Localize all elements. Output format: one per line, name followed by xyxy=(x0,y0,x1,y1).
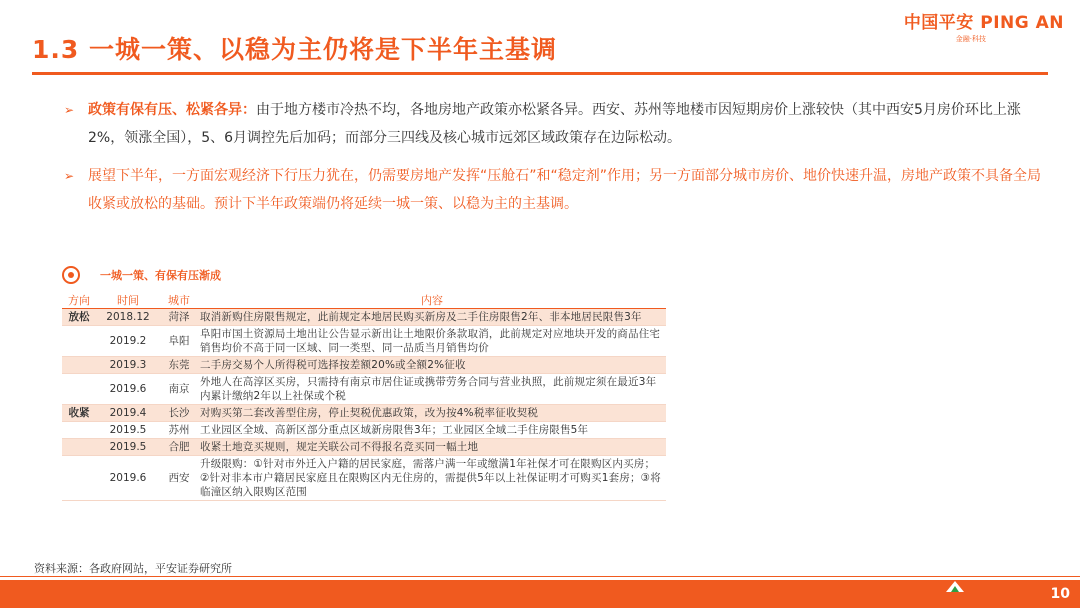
cell-direction xyxy=(62,456,96,501)
cell-time: 2019.3 xyxy=(96,357,160,374)
cell-content: 对购买第二套改善型住房，停止契税优惠政策，改为按4%税率征收契税 xyxy=(198,405,666,422)
cell-direction xyxy=(62,439,96,456)
cell-direction xyxy=(62,357,96,374)
cell-city: 西安 xyxy=(160,456,198,501)
cell-time: 2019.5 xyxy=(96,422,160,439)
cell-time: 2018.12 xyxy=(96,309,160,326)
cell-city: 阜阳 xyxy=(160,326,198,357)
logo-text: 中国平安 PING AN xyxy=(903,13,1064,33)
target-circle-icon xyxy=(62,266,80,284)
header-city: 城市 xyxy=(160,292,198,309)
slide-title: 1.3 一城一策、以稳为主仍将是下半年主基调 xyxy=(32,35,557,64)
bullet-emphasis: 政策有保有压、松紧各异： xyxy=(88,102,256,118)
data-source-note: 资料来源：各政府网站，平安证券研究所 xyxy=(34,562,232,575)
table-caption-text: 一城一策、有保有压渐成 xyxy=(100,268,221,282)
cell-content: 取消新购住房限售规定，此前规定本地居民购买新房及二手住房限售2年、非本地居民限售3年 xyxy=(198,309,666,326)
header-divider xyxy=(32,72,1048,75)
table-row xyxy=(62,439,666,456)
table-row xyxy=(62,405,666,422)
cell-content: 工业园区全域、高新区部分重点区域新房限售3年；工业园区全域二手住房限售5年 xyxy=(198,422,666,439)
slide-header xyxy=(0,0,1080,78)
cell-direction: 放松 xyxy=(62,309,96,326)
cell-direction: 收紧 xyxy=(62,405,96,422)
policy-table xyxy=(62,292,666,501)
page-number: 10 xyxy=(1050,586,1070,602)
bullet-item xyxy=(64,162,1044,218)
table-row xyxy=(62,422,666,439)
cell-city: 苏州 xyxy=(160,422,198,439)
table-row xyxy=(62,456,666,501)
table-row xyxy=(62,374,666,405)
cell-time: 2019.4 xyxy=(96,405,160,422)
cell-content: 二手房交易个人所得税可选择按差额20%或全额2%征收 xyxy=(198,357,666,374)
table-row xyxy=(62,309,666,326)
cell-city: 合肥 xyxy=(160,439,198,456)
cell-content: 外地人在高淳区买房，只需持有南京市居住证或携带劳务合同与营业执照，此前规定须在最近3年内累计缴纳2年以上社保或个税 xyxy=(198,374,666,405)
bullet-text: 展望下半年，一方面宏观经济下行压力犹在，仍需要房地产发挥“压舱石”和“稳定剂”作用；另一方面部分城市房价、地价快速升温，房地产政策不具备全局收紧或放松的基础。预计下半年政策端仍将延续一城一策、以稳为主的主基调。 xyxy=(88,168,1042,212)
cell-city: 菏泽 xyxy=(160,309,198,326)
header-time: 时间 xyxy=(96,292,160,309)
logo-tagline: 金融·科技 xyxy=(955,35,986,43)
table-row xyxy=(62,326,666,357)
arrow-bullet-icon: ➢ xyxy=(64,169,75,183)
ping-an-logo xyxy=(884,8,1064,44)
cell-content: 收紧土地竞买规则，规定关联公司不得报名竞买同一幅土地 xyxy=(198,439,666,456)
table-row xyxy=(62,357,666,374)
cell-time: 2019.6 xyxy=(96,456,160,501)
cell-direction xyxy=(62,326,96,357)
slide-footer xyxy=(0,580,1080,608)
cell-time: 2019.5 xyxy=(96,439,160,456)
cell-direction xyxy=(62,374,96,405)
arrow-bullet-icon: ➢ xyxy=(64,103,75,117)
cell-content: 阜阳市国土资源局土地出让公告显示新出让土地限价条款取消，此前规定对应地块开发的商品住宅销售均价不高于同一区域、同一类型、同一品质当月销售均价 xyxy=(198,326,666,357)
header-direction: 方向 xyxy=(62,292,96,309)
header-content: 内容 xyxy=(198,292,666,309)
cell-time: 2019.6 xyxy=(96,374,160,405)
bullet-text: 由于地方楼市冷热不均，各地房地产政策亦松紧各异。西安、苏州等地楼市因短期房价上涨较快（其中西安5月房价环比上涨2%，领涨全国），5、6月调控先后加码；而部分三四线及核心城市远郊区域政策存在边际松动。 xyxy=(88,102,1021,146)
cell-direction xyxy=(62,422,96,439)
bullet-item xyxy=(64,96,1044,152)
cell-time: 2019.2 xyxy=(96,326,160,357)
table-caption xyxy=(62,264,221,284)
footer-divider xyxy=(0,576,1080,577)
table-header-row xyxy=(62,292,666,309)
bullet-list xyxy=(64,96,1044,228)
cell-content: 升级限购：①针对市外迁入户籍的居民家庭，需落户满一年或缴满1年社保才可在限购区内买房；②针对非本市户籍居民家庭且在限购区内无住房的，需提供5年以上社保证明才可购买1套房；③将临潼区纳入限购区范围 xyxy=(198,456,666,501)
cell-city: 东莞 xyxy=(160,357,198,374)
cell-city: 长沙 xyxy=(160,405,198,422)
cell-city: 南京 xyxy=(160,374,198,405)
triangle-logo-icon xyxy=(944,580,966,592)
